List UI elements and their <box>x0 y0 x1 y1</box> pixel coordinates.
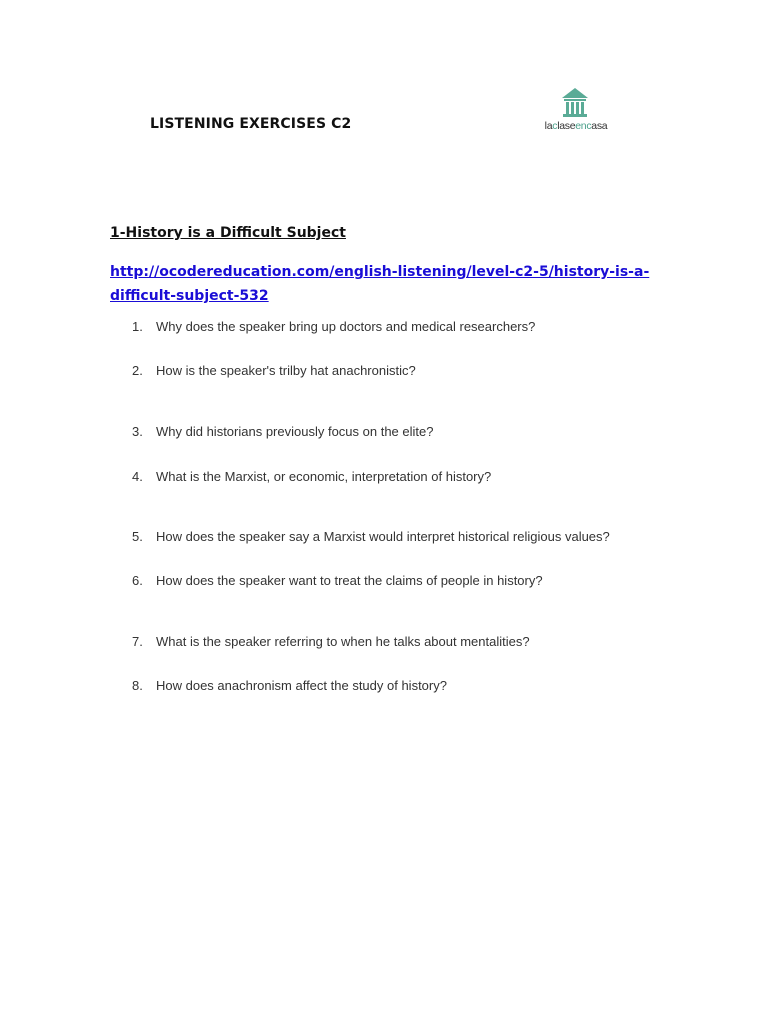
question-text: How does the speaker say a Marxist would interpret historical religious values? <box>156 529 610 544</box>
question-number: 7. <box>132 634 143 649</box>
question-text: How is the speaker's trilby hat anachronistic? <box>156 363 416 378</box>
question-number: 3. <box>132 424 143 439</box>
question-text: Why did historians previously focus on the elite? <box>156 424 434 439</box>
logo-wordmark: laclaseencasa <box>544 120 608 132</box>
building-logo-icon <box>560 86 590 118</box>
question-number: 5. <box>132 529 143 544</box>
question-number: 6. <box>132 573 143 588</box>
source-link[interactable]: http://ocodereducation.com/english-listening/level-c2-5/history-is-a-difficult-subject-532 <box>110 264 650 304</box>
question-text: What is the speaker referring to when he talks about mentalities? <box>156 634 530 649</box>
document-title: LISTENING EXERCISES C2 <box>150 116 352 132</box>
question-text: How does anachronism affect the study of history? <box>156 678 447 693</box>
question-number: 8. <box>132 678 143 693</box>
question-text: How does the speaker want to treat the claims of people in history? <box>156 573 543 588</box>
question-text: Why does the speaker bring up doctors and medical researchers? <box>156 319 536 334</box>
question-number: 2. <box>132 363 143 378</box>
question-number: 1. <box>132 319 143 334</box>
question-number: 4. <box>132 469 143 484</box>
question-text: What is the Marxist, or economic, interpretation of history? <box>156 469 492 484</box>
section-heading: 1-History is a Difficult Subject <box>110 225 346 241</box>
site-logo <box>534 86 618 134</box>
